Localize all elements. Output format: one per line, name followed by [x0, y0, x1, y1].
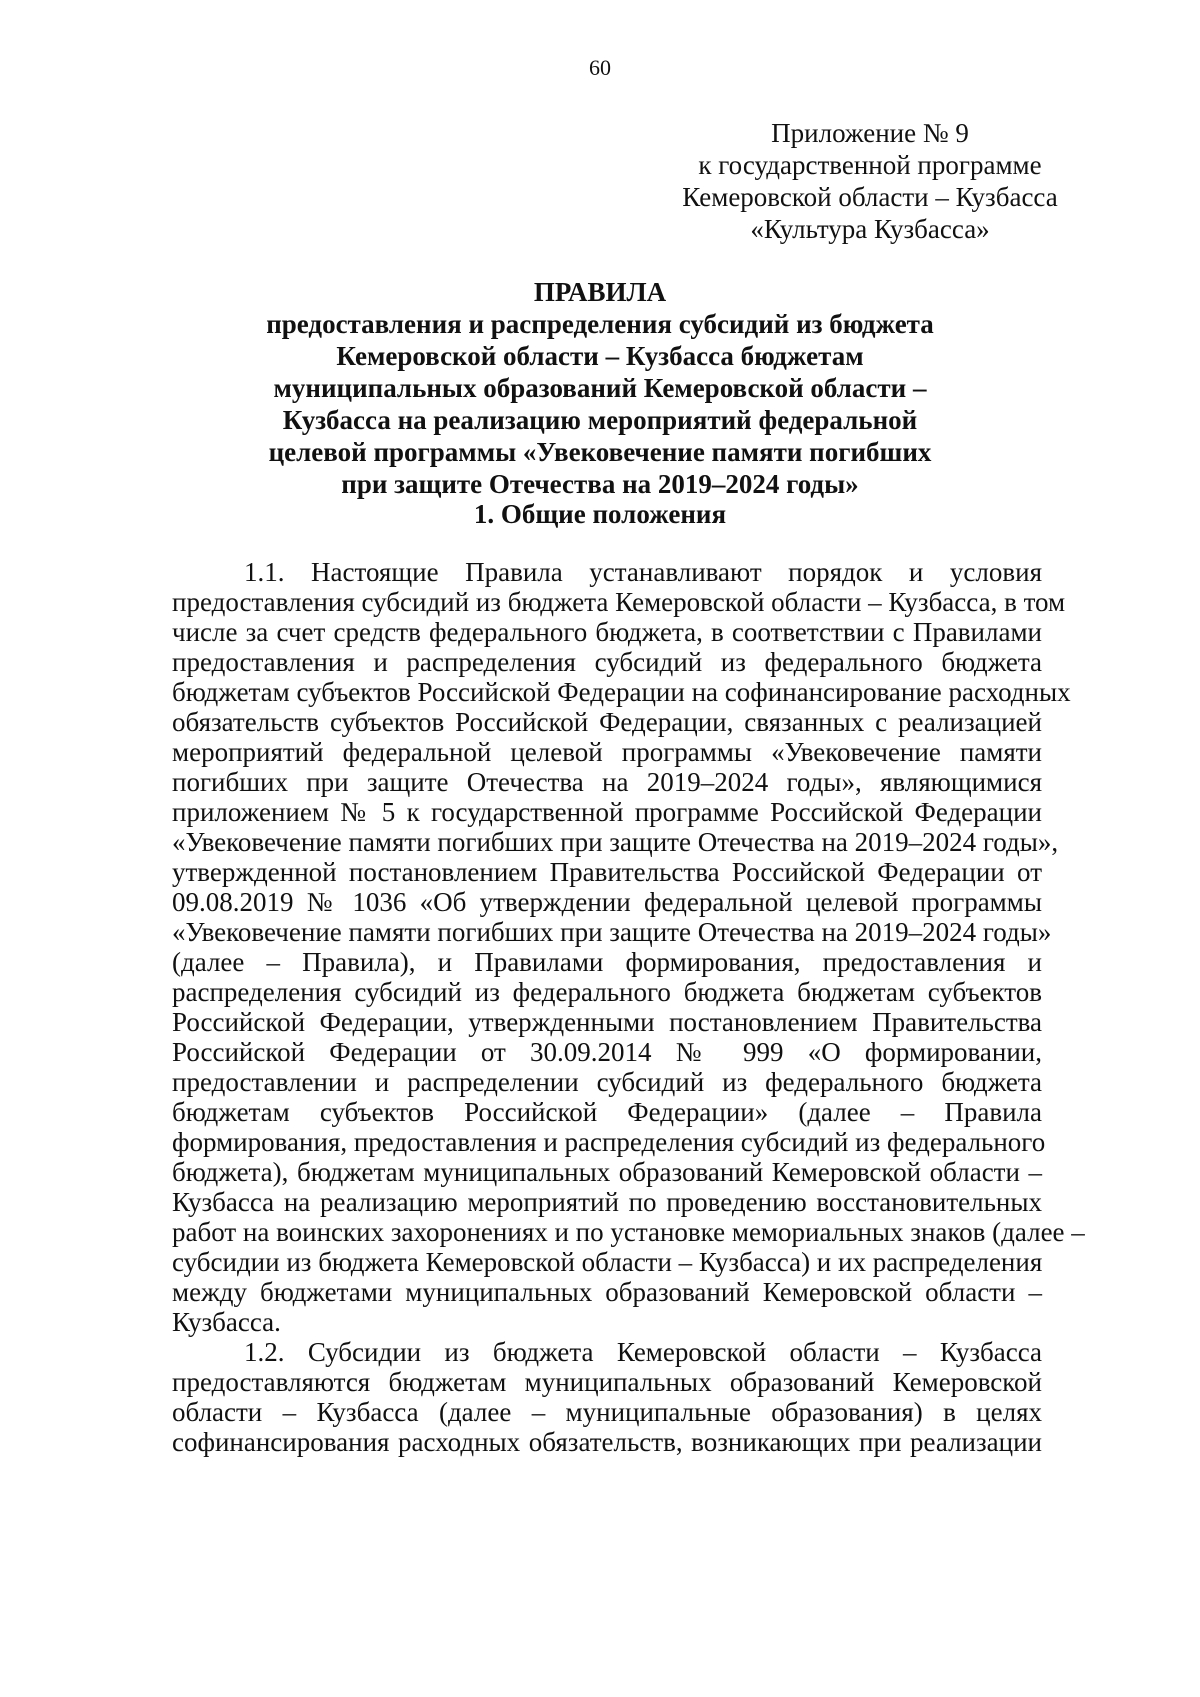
text-line: предоставления субсидий из бюджета Кемеровской области – Кузбасса, в том: [172, 587, 1066, 617]
title-subtitle-line: целевой программы «Увековечение памяти погибших: [268, 437, 932, 467]
body-text: [172, 557, 1085, 1457]
title-subtitle-line: предоставления и распределения субсидий из бюджета: [266, 309, 934, 339]
text-line: Российской Федерации от 30.09.2014 № 999 «О формировании,: [172, 1037, 1042, 1067]
document-title: [160, 276, 1040, 500]
title-subtitle-line: при защите Отечества на 2019–2024 годы»: [341, 469, 859, 499]
appendix-line: «Культура Кузбасса»: [750, 214, 990, 244]
title-heading: ПРАВИЛА: [533, 277, 667, 307]
text-line: бюджетам субъектов Российской Федерации» (далее – Правила: [172, 1097, 1042, 1127]
text-line: предоставляются бюджетам муниципальных образований Кемеровской: [172, 1367, 1042, 1397]
text-line: Кузбасса.: [172, 1307, 281, 1337]
text-line: области – Кузбасса (далее – муниципальные образования) в целях: [172, 1397, 1042, 1427]
appendix-line: Приложение № 9: [771, 118, 969, 148]
text-line: субсидии из бюджета Кемеровской области – Кузбасса) и их распределения: [172, 1247, 1043, 1277]
text-line: мероприятий федеральной целевой программы «Увековечение памяти: [172, 737, 1042, 767]
text-line: Российской Федерации, утвержденными постановлением Правительства: [172, 1007, 1042, 1037]
appendix-header: [640, 117, 1100, 245]
text-line: обязательств субъектов Российской Федерации, связанных с реализацией: [172, 707, 1042, 737]
text-line: (далее – Правила), и Правилами формирования, предоставления и: [172, 947, 1042, 977]
title-subtitle-line: муниципальных образований Кемеровской области –: [273, 373, 927, 403]
text-line: между бюджетами муниципальных образований Кемеровской области –: [172, 1277, 1042, 1307]
text-line: работ на воинских захоронениях и по установке мемориальных знаков (далее –: [172, 1217, 1085, 1247]
text-line: распределения субсидий из федерального бюджета бюджетам субъектов: [172, 977, 1042, 1007]
title-subtitle-line: Кузбасса на реализацию мероприятий федеральной: [282, 405, 918, 435]
text-line: 1.2. Субсидии из бюджета Кемеровской области – Кузбасса: [244, 1337, 1042, 1367]
text-line: 09.08.2019 № 1036 «Об утверждении федеральной целевой программы: [172, 887, 1042, 917]
appendix-line: к государственной программе: [698, 150, 1042, 180]
text-line: «Увековечение памяти погибших при защите Отечества на 2019–2024 годы»,: [172, 827, 1059, 857]
text-line: предоставления и распределения субсидий из федерального бюджета: [172, 647, 1042, 677]
text-line: «Увековечение памяти погибших при защите Отечества на 2019–2024 годы»: [172, 917, 1052, 947]
paragraph-1-1: [172, 557, 1085, 1337]
title-subtitle-line: Кемеровской области – Кузбасса бюджетам: [336, 341, 864, 371]
text-line: формирования, предоставления и распределения субсидий из федерального: [172, 1127, 1046, 1157]
appendix-line: Кемеровской области – Кузбасса: [682, 182, 1058, 212]
text-line: бюджета), бюджетам муниципальных образований Кемеровской области –: [172, 1157, 1042, 1187]
text-line: числе за счет средств федерального бюджета, в соответствии с Правилами: [172, 617, 1042, 647]
section-heading: 1. Общие положения: [473, 499, 727, 529]
paragraph-1-2: [172, 1337, 1042, 1457]
text-line: бюджетам субъектов Российской Федерации на софинансирование расходных: [172, 677, 1071, 707]
text-line: Кузбасса на реализацию мероприятий по проведению восстановительных: [172, 1187, 1042, 1217]
text-line: погибших при защите Отечества на 2019–2024 годы», являющимися: [172, 767, 1042, 797]
text-line: предоставлении и распределении субсидий из федерального бюджета: [172, 1067, 1042, 1097]
text-line: приложением № 5 к государственной программе Российской Федерации: [172, 797, 1042, 827]
text-line: софинансирования расходных обязательств, возникающих при реализации: [172, 1427, 1042, 1457]
text-line: 1.1. Настоящие Правила устанавливают порядок и условия: [244, 557, 1042, 587]
page-number: 60: [589, 55, 611, 80]
text-line: утвержденной постановлением Правительства Российской Федерации от: [172, 857, 1042, 887]
